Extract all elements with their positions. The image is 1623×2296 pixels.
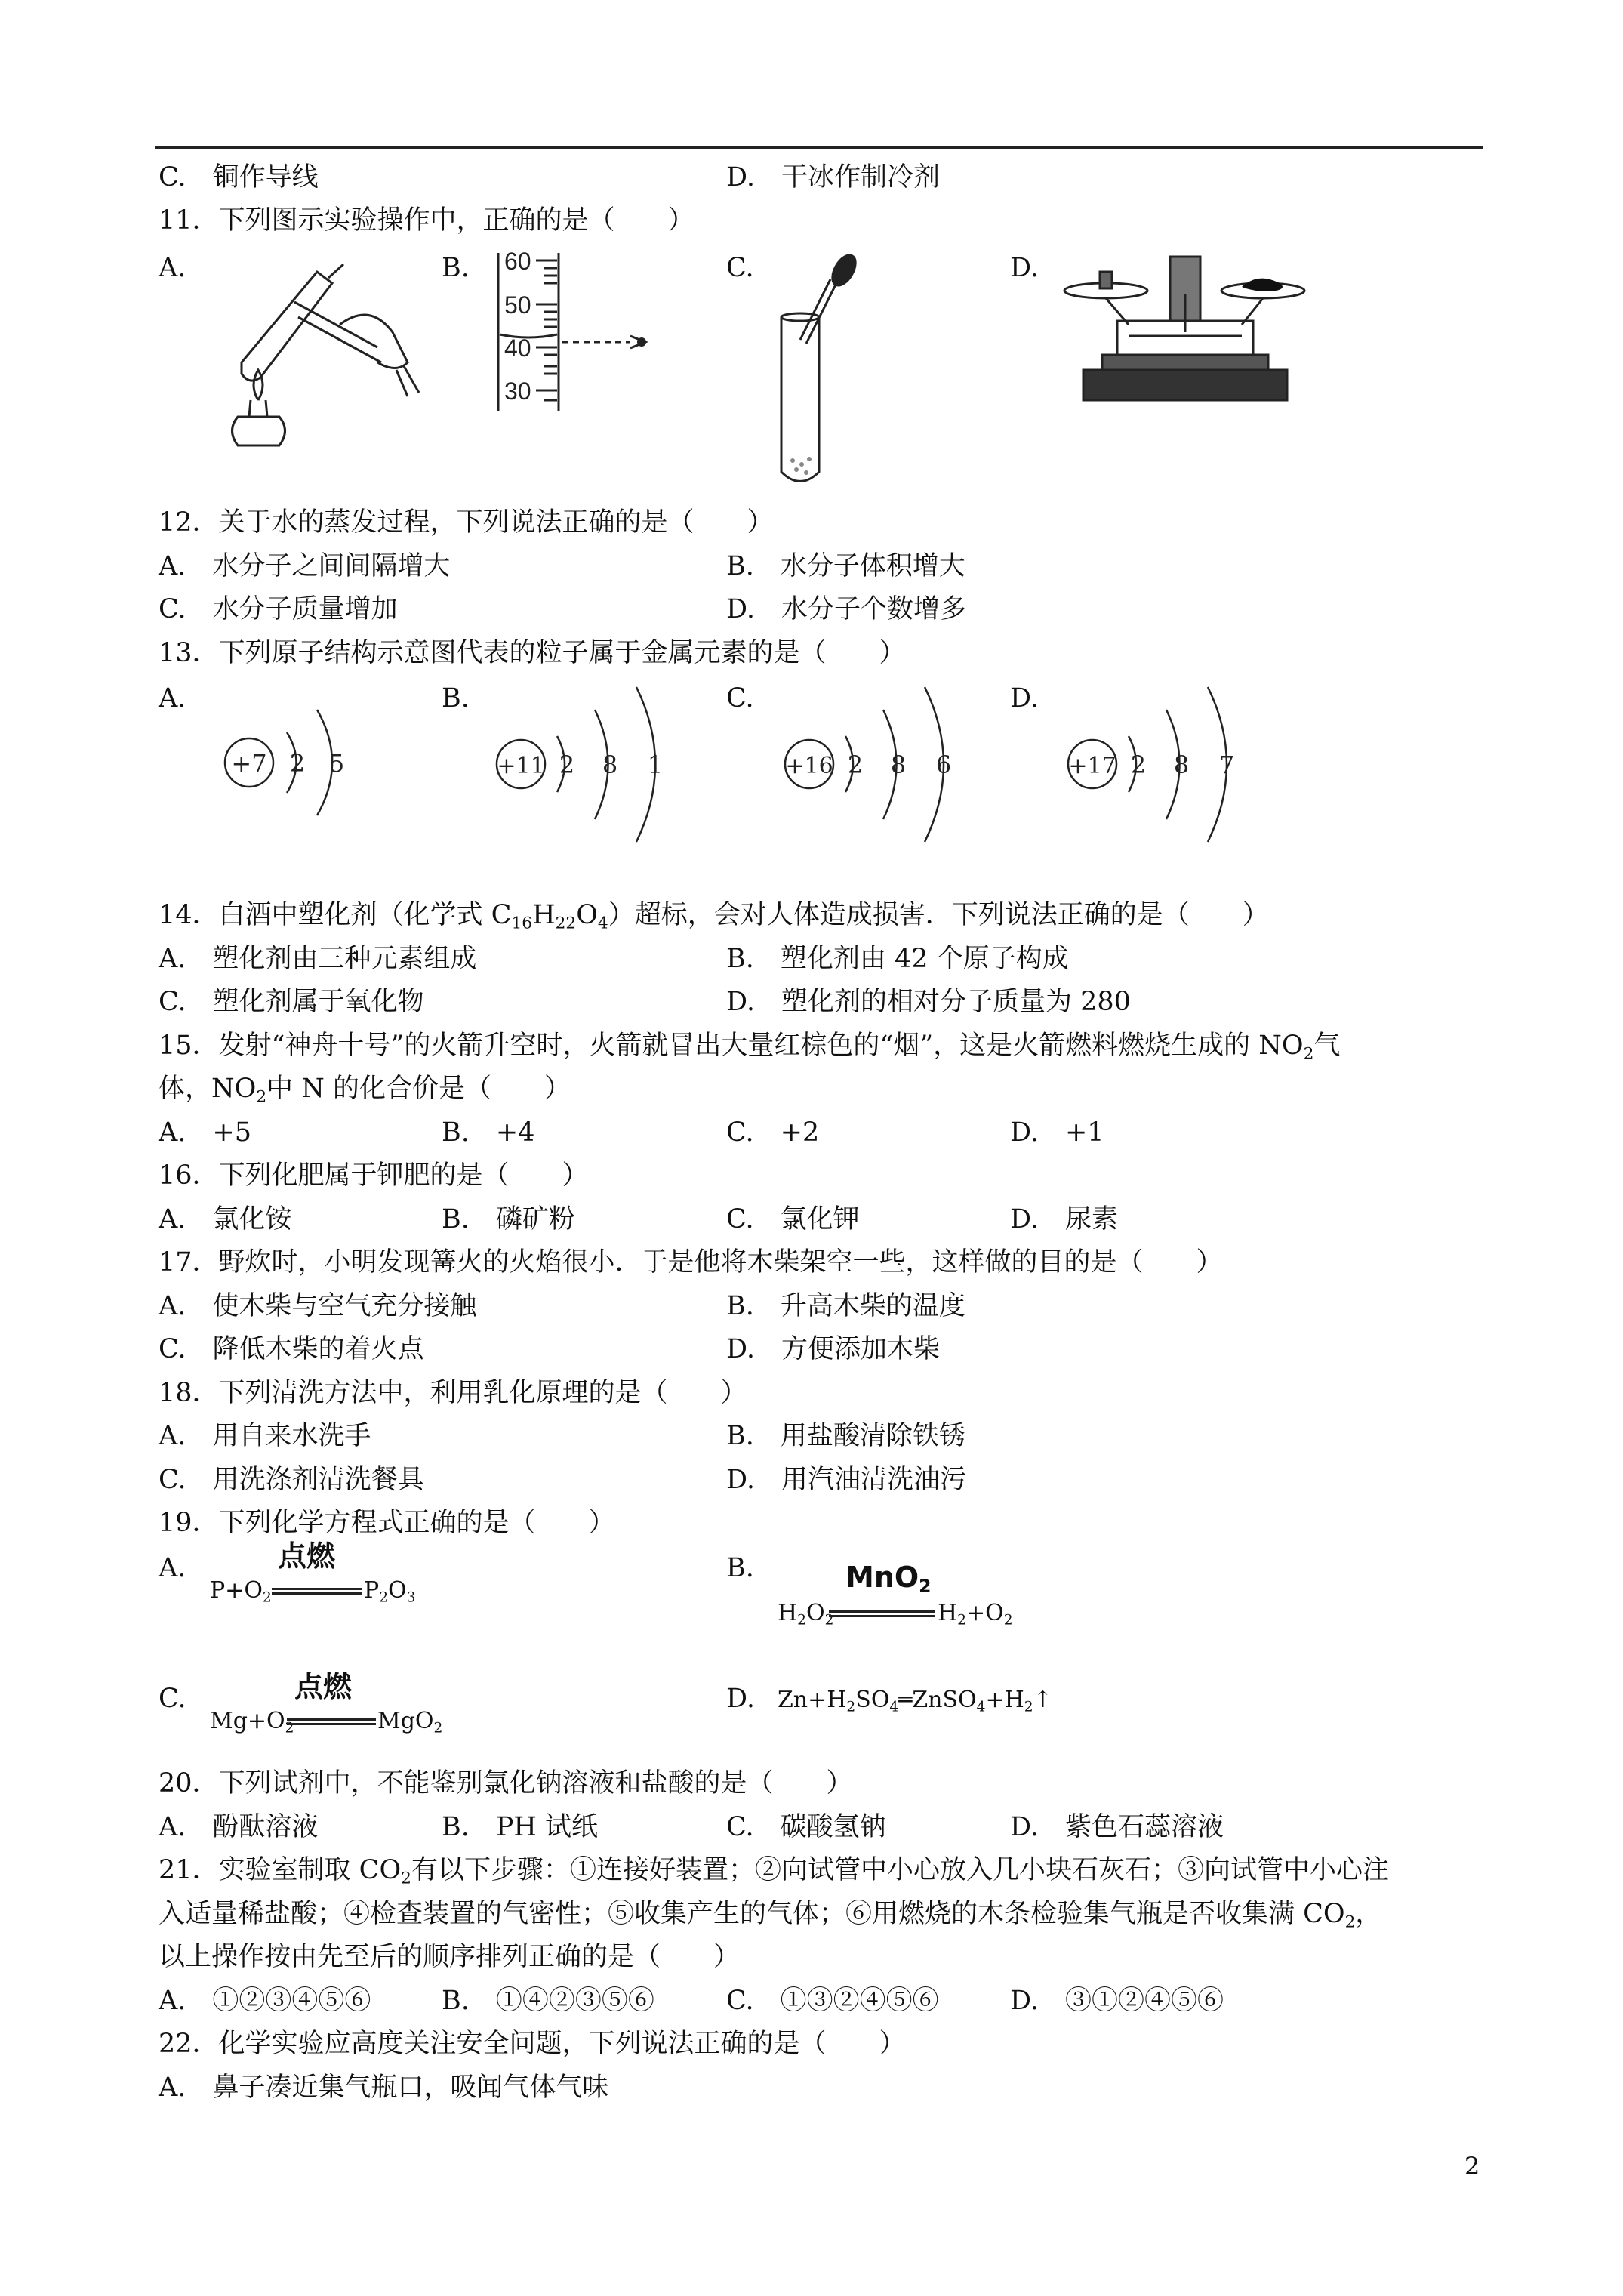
dropper-test-tube-image <box>770 249 861 491</box>
atom-a-nucleus: +7 <box>231 749 267 778</box>
q15-option-b: B. +4 <box>442 1117 535 1148</box>
atom-diagram-c <box>778 683 974 846</box>
q19-a-equals-sign <box>272 1588 362 1595</box>
q19-option-d: D. $Zn+H_2SO_4═ZnSO_4+H_2↑$ <box>726 1684 1052 1715</box>
q21-option-c: C. ①③②④⑤⑥ <box>726 1986 939 2016</box>
q21-option-a: A. ①②③④⑤⑥ <box>159 1986 371 2016</box>
atom-c-shell-2: 8 <box>890 750 907 779</box>
q17-option-b: B. 升高木柴的温度 <box>726 1291 965 1321</box>
q19-a-equation: $P+O_2$ <box>210 1577 272 1606</box>
atom-diagram-d <box>1061 683 1257 846</box>
q11-label-b: B. <box>442 253 470 283</box>
q19-b-equals-sign <box>829 1610 935 1617</box>
atom-b-shell-3: 1 <box>647 750 664 779</box>
q13-label-c: C. <box>726 683 754 713</box>
q15-stem-line2: 体，$NO_2$中 N 的化合价是（ ） <box>159 1074 571 1107</box>
graduated-cylinder-image <box>491 245 687 419</box>
q15-option-d: D. +1 <box>1010 1117 1104 1148</box>
cylinder-tick-40: 40 <box>504 334 531 362</box>
q13-label-a: A. <box>159 683 186 713</box>
q19-c-equals-sign <box>287 1718 376 1725</box>
atom-diagram-b <box>489 683 685 846</box>
q20-option-b: B. PH 试纸 <box>442 1812 599 1842</box>
atom-b-nucleus: +11 <box>497 753 545 779</box>
atom-b-shell-2: 8 <box>602 750 618 779</box>
q14-option-b: B. 塑化剂由 42 个原子构成 <box>726 944 1069 974</box>
atom-d-shell-2: 8 <box>1173 750 1190 779</box>
q15-stem-line1: 15．发射“神舟十号”的火箭升空时，火箭就冒出大量红棕色的“烟”，这是火箭燃料燃烧生成的 $NO_2$气 <box>159 1031 1341 1064</box>
q21-stem-line2: 入适量稀盐酸；④检查装置的气密性；⑤收集产生的气体；⑥用燃烧的木条检验集气瓶是否收集满 $CO_2$， <box>159 1899 1382 1932</box>
q16-stem: 16．下列化肥属于钾肥的是（ ） <box>159 1160 589 1191</box>
q21-option-b: B. ①④②③⑤⑥ <box>442 1986 654 2016</box>
q20-stem: 20．下列试剂中，不能鉴别氯化钠溶液和盐酸的是（ ） <box>159 1768 853 1798</box>
q18-option-c: C. 用洗涤剂清洗餐具 <box>159 1465 424 1495</box>
atom-d-shell-3: 7 <box>1218 750 1235 779</box>
q12-option-c: C. 水分子质量增加 <box>159 594 398 624</box>
q11-stem: 11．下列图示实验操作中，正确的是（ ） <box>159 205 694 236</box>
q14-option-d: D. 塑化剂的相对分子质量为 280 <box>726 987 1131 1017</box>
q10-option-d: D. 干冰作制冷剂 <box>726 162 940 193</box>
q11-label-c: C. <box>726 253 754 283</box>
q12-option-d: D. 水分子个数增多 <box>726 594 966 624</box>
q20-option-a: A. 酚酞溶液 <box>159 1812 319 1842</box>
q12-stem: 12．关于水的蒸发过程，下列说法正确的是（ ） <box>159 507 774 538</box>
q19-b-reactant: $H_2O_2$ <box>778 1600 834 1629</box>
q21-option-d: D. ③①②④⑤⑥ <box>1010 1986 1224 2016</box>
q16-option-b: B. 磷矿粉 <box>442 1204 575 1234</box>
q19-label-b: B. <box>726 1553 754 1583</box>
q20-option-c: C. 碳酸氢钠 <box>726 1812 886 1842</box>
q17-option-c: C. 降低木柴的着火点 <box>159 1334 424 1364</box>
q18-option-d: D. 用汽油清洗油污 <box>726 1465 966 1495</box>
q22-stem: 22．化学实验应高度关注安全问题，下列说法正确的是（ ） <box>159 2029 906 2059</box>
cylinder-tick-50: 50 <box>504 291 531 319</box>
q19-a-condition: 点燃 <box>278 1539 336 1573</box>
q18-option-b: B. 用盐酸清除铁锈 <box>726 1421 965 1451</box>
q16-option-c: C. 氯化钾 <box>726 1204 860 1234</box>
q19-a-product: $P_2O_3$ <box>364 1577 416 1606</box>
q15-option-a: A. +5 <box>159 1117 251 1148</box>
q19-b-product: $H_2+O_2$ <box>938 1600 1013 1629</box>
q19-c-reactant: $Mg+O_2$ <box>210 1708 294 1737</box>
q18-stem: 18．下列清洗方法中，利用乳化原理的是（ ） <box>159 1378 747 1408</box>
q19-b-condition: MnO$_2$ <box>845 1561 932 1598</box>
atom-a-shell-2: 5 <box>328 749 345 778</box>
q13-label-d: D. <box>1010 683 1039 713</box>
atom-diagram-a <box>211 702 362 823</box>
q17-stem: 17．野炊时，小明发现篝火的火焰很小．于是他将木柴架空一些，这样做的目的是（ ） <box>159 1247 1223 1277</box>
q12-option-a: A. 水分子之间间隔增大 <box>159 551 451 581</box>
q19-c-condition: 点燃 <box>294 1670 353 1703</box>
q14-stem: 14．白酒中塑化剂（化学式 $C_{16}H_{22}O_4$）超标，会对人体造成损害．下列说法正确的是（ ） <box>159 900 1269 933</box>
q21-stem-line3: 以上操作按由先至后的顺序排列正确的是（ ） <box>159 1942 741 1972</box>
atom-d-shell-1: 2 <box>1130 750 1147 779</box>
q17-option-a: A. 使木柴与空气充分接触 <box>159 1291 477 1321</box>
header-rule <box>155 146 1483 149</box>
atom-a-shell-1: 2 <box>289 749 306 778</box>
q18-option-a: A. 用自来水洗手 <box>159 1421 371 1451</box>
q11-label-d: D. <box>1010 253 1039 283</box>
q19-label-c: C. <box>159 1684 186 1714</box>
q11-label-a: A. <box>159 253 186 283</box>
cylinder-tick-60: 60 <box>504 248 531 275</box>
q13-label-b: B. <box>442 683 470 713</box>
page-number: 2 <box>1464 2152 1480 2180</box>
balance-scale-image <box>1061 249 1310 411</box>
q20-option-d: D. 紫色石蕊溶液 <box>1010 1812 1224 1842</box>
atom-c-shell-3: 6 <box>935 750 952 779</box>
atom-b-shell-1: 2 <box>559 750 575 779</box>
q10-option-c: C. 铜作导线 <box>159 162 319 193</box>
cylinder-tick-30: 30 <box>504 378 531 405</box>
q16-option-d: D. 尿素 <box>1010 1204 1118 1234</box>
q16-option-a: A. 氯化铵 <box>159 1204 292 1234</box>
q17-option-d: D. 方便添加木柴 <box>726 1334 940 1364</box>
q12-option-b: B. 水分子体积增大 <box>726 551 965 581</box>
q14-option-c: C. 塑化剂属于氧化物 <box>159 987 424 1017</box>
atom-c-shell-1: 2 <box>847 750 864 779</box>
heating-test-tube-image <box>204 249 430 461</box>
q13-stem: 13．下列原子结构示意图代表的粒子属于金属元素的是（ ） <box>159 638 906 668</box>
q22-option-a: A. 鼻子凑近集气瓶口，吸闻气体气味 <box>159 2073 609 2103</box>
q19-label-a: A. <box>159 1553 186 1583</box>
q15-option-c: C. +2 <box>726 1117 820 1148</box>
atom-c-nucleus: +16 <box>785 753 833 779</box>
atom-d-nucleus: +17 <box>1068 753 1116 779</box>
q21-stem-line1: 21．实验室制取 $CO_2$有以下步骤：①连接好装置；②向试管中小心放入几小块石灰石；③向试管中小心注 <box>159 1855 1389 1888</box>
q14-option-a: A. 塑化剂由三种元素组成 <box>159 944 477 974</box>
q19-c-product: MgO$_2$ <box>377 1708 443 1737</box>
q19-stem: 19．下列化学方程式正确的是（ ） <box>159 1508 615 1538</box>
